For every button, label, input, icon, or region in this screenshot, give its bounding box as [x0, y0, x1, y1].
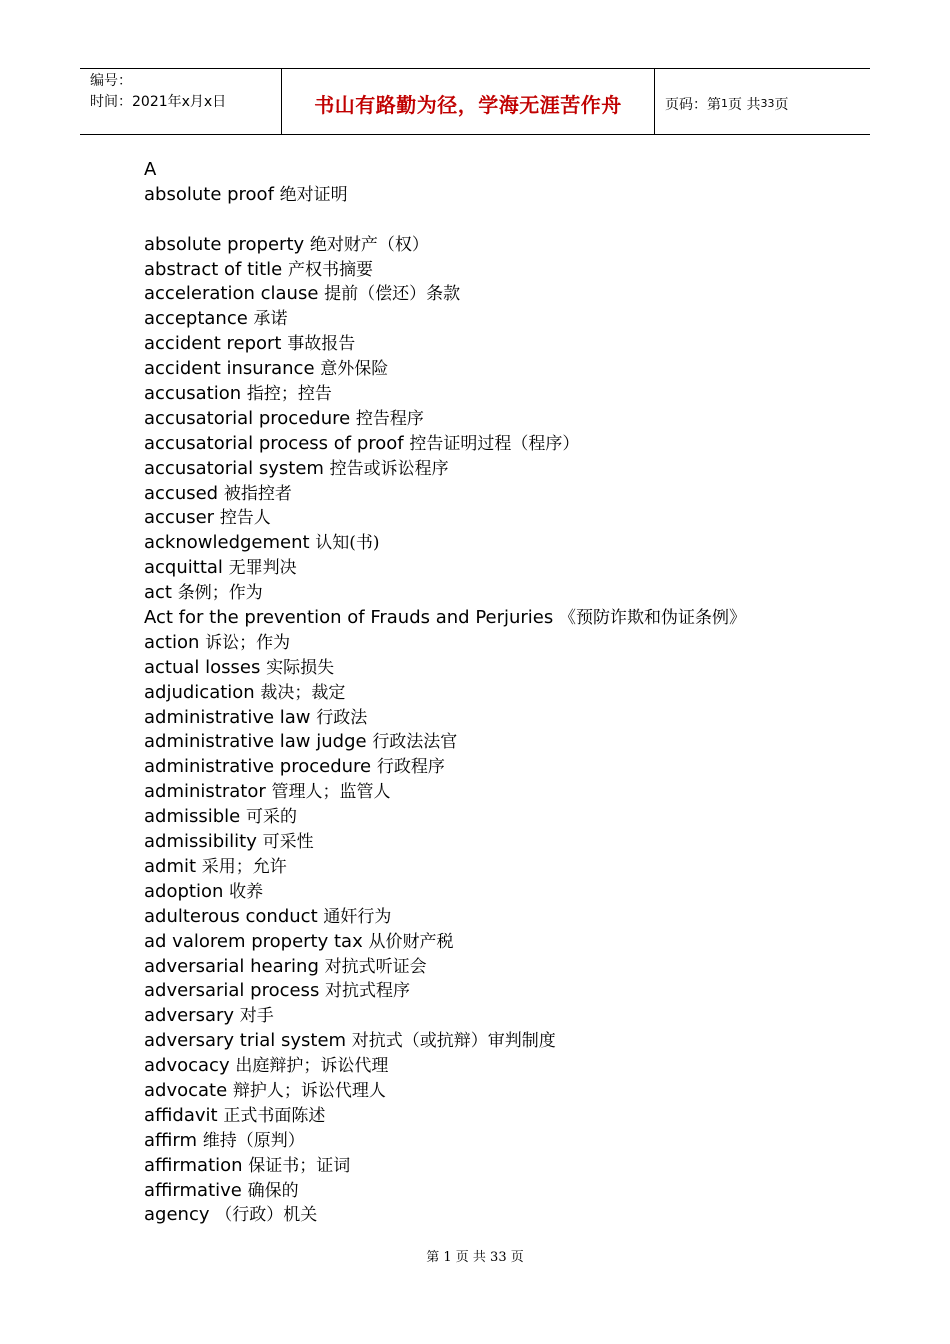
entry-term: affirmation	[144, 1154, 249, 1176]
entry-term: actual losses	[144, 656, 267, 678]
glossary-entry	[144, 382, 844, 407]
entry-translation: 维持（原判）	[202, 1130, 305, 1151]
glossary-entry	[144, 880, 844, 905]
entry-term: absolute proof	[144, 183, 280, 205]
glossary-list	[144, 158, 844, 1228]
glossary-entry	[144, 681, 844, 706]
entry-term: affidavit	[144, 1104, 224, 1126]
entry-term: acceleration clause	[144, 283, 325, 305]
glossary-entry	[144, 855, 844, 880]
entry-translation: 裁决；裁定	[260, 682, 346, 703]
entry-translation: 控告程序	[355, 408, 424, 429]
entry-translation: 被指控者	[223, 483, 292, 504]
entry-term: agency	[144, 1204, 216, 1226]
entry-translation: 绝对财产（权）	[309, 234, 429, 255]
glossary-entry	[144, 506, 844, 531]
entry-translation: 可采性	[262, 832, 314, 853]
entry-translation: 保证书；证词	[248, 1155, 351, 1176]
entry-term: acknowledgement	[144, 532, 316, 554]
entry-translation: 对抗式程序	[325, 981, 411, 1002]
entry-term: advocate	[144, 1079, 233, 1101]
entry-term: ad valorem property tax	[144, 930, 369, 952]
glossary-entry	[144, 780, 844, 805]
entry-term: adversary	[144, 1005, 240, 1027]
page-total: 33	[760, 97, 775, 110]
entry-translation: 对抗式（或抗辩）审判制度	[351, 1031, 556, 1052]
entry-term: accusatorial system	[144, 457, 330, 479]
entry-term: admissible	[144, 806, 246, 828]
entry-term: affirm	[144, 1129, 203, 1151]
glossary-entry	[144, 258, 844, 283]
entry-translation: 控告证明过程（程序）	[409, 433, 580, 454]
glossary-entry	[144, 457, 844, 482]
glossary-entry	[144, 979, 844, 1004]
entry-translation: 认知(书)	[315, 533, 380, 554]
glossary-entry	[144, 407, 844, 432]
glossary-entry	[144, 1203, 844, 1228]
entry-translation: 控告或诉讼程序	[329, 458, 449, 479]
entry-term: absolute property	[144, 233, 310, 255]
entry-term: admissibility	[144, 831, 263, 853]
glossary-entry	[144, 1179, 844, 1204]
entry-term: affirmative	[144, 1179, 248, 1201]
glossary-entry	[144, 307, 844, 332]
entry-translation: 出庭辩护；诉讼代理	[235, 1056, 389, 1077]
entry-term: act	[144, 582, 178, 604]
entry-term: Act for the prevention of Frauds and Perjuries	[144, 607, 559, 629]
entry-translation: 从价财产税	[368, 931, 454, 952]
entry-term: adulterous conduct	[144, 905, 324, 927]
glossary-entry	[144, 183, 844, 208]
page-footer: 第 1 页 共 33 页	[426, 1250, 524, 1265]
glossary-entry	[144, 1104, 844, 1129]
entry-translation: 行政法法官	[372, 732, 458, 753]
entry-translation: 正式书面陈述	[223, 1105, 326, 1126]
entry-translation: 实际损失	[266, 657, 335, 678]
entry-translation: 收养	[229, 881, 264, 902]
glossary-entry	[144, 830, 844, 855]
entry-term: accusation	[144, 383, 247, 405]
entry-term: adversarial process	[144, 980, 326, 1002]
page-end: 页	[774, 96, 789, 113]
entry-term: accusatorial procedure	[144, 407, 356, 429]
entry-term: advocacy	[144, 1055, 236, 1077]
page-header	[80, 68, 870, 135]
glossary-entry	[144, 531, 844, 556]
entry-term: A	[144, 159, 157, 180]
entry-term: administrative law	[144, 706, 317, 728]
entry-translation: 行政法	[316, 707, 368, 728]
entry-term: accusatorial process of proof	[144, 432, 410, 454]
glossary-entry	[144, 730, 844, 755]
entry-term: accuser	[144, 507, 220, 529]
glossary-entry	[144, 432, 844, 457]
entry-term: adversarial hearing	[144, 955, 325, 977]
entry-translation: 提前（偿还）条款	[324, 284, 461, 305]
entry-translation: 指控；控告	[246, 384, 332, 405]
header-motto: 书山有路勤为径，学海无涯苦作舟	[282, 69, 655, 134]
glossary-entry	[144, 606, 844, 631]
entry-term: administrator	[144, 781, 272, 803]
glossary-entry	[144, 233, 844, 258]
glossary-entry	[144, 656, 844, 681]
glossary-entry	[144, 631, 844, 656]
entry-translation: 诉讼；作为	[205, 632, 291, 653]
entry-translation: 产权书摘要	[287, 259, 373, 280]
glossary-entry	[144, 556, 844, 581]
entry-translation: 确保的	[247, 1180, 299, 1201]
page-mid: 页 共	[728, 96, 761, 113]
glossary-entry	[144, 357, 844, 382]
entry-translation: 对抗式听证会	[324, 956, 427, 977]
glossary-entry	[144, 706, 844, 731]
entry-term: admit	[144, 855, 202, 877]
entry-translation: 行政程序	[376, 757, 445, 778]
glossary-entry	[144, 208, 844, 233]
entry-translation: 绝对证明	[279, 184, 348, 205]
glossary-entry	[144, 332, 844, 357]
entry-translation: 对手	[239, 1006, 274, 1027]
entry-translation: 条例；作为	[177, 583, 263, 604]
entry-translation: 《预防诈欺和伪证条例》	[558, 608, 746, 629]
time-label: 时间：2021年x月x日	[90, 94, 227, 110]
glossary-entry	[144, 1004, 844, 1029]
glossary-entry	[144, 1054, 844, 1079]
glossary-entry	[144, 282, 844, 307]
glossary-entry	[144, 482, 844, 507]
entry-translation: 可采的	[245, 807, 297, 828]
entry-translation: 事故报告	[287, 334, 356, 355]
glossary-entry	[144, 1129, 844, 1154]
entry-term: administrative law judge	[144, 731, 373, 753]
entry-term: abstract of title	[144, 258, 288, 280]
entry-translation: 通奸行为	[323, 906, 392, 927]
entry-term: accident insurance	[144, 358, 321, 380]
entry-translation: 无罪判决	[228, 558, 297, 579]
entry-translation: 辩护人；诉讼代理人	[232, 1080, 386, 1101]
glossary-entry	[144, 581, 844, 606]
entry-term: adjudication	[144, 681, 261, 703]
page-label: 页码：第	[665, 96, 721, 113]
number-label: 编号：	[90, 73, 132, 89]
entry-translation: 控告人	[219, 508, 271, 529]
glossary-entry	[144, 755, 844, 780]
entry-translation: （行政）机关	[215, 1205, 318, 1226]
header-page-info	[655, 69, 870, 134]
entry-term: accident report	[144, 333, 288, 355]
glossary-entry	[144, 158, 844, 183]
glossary-entry	[144, 1079, 844, 1104]
glossary-entry	[144, 930, 844, 955]
entry-translation: 采用；允许	[201, 856, 287, 877]
header-meta	[80, 69, 282, 134]
glossary-entry	[144, 955, 844, 980]
entry-term: adversary trial system	[144, 1030, 352, 1052]
entry-term: acquittal	[144, 557, 229, 579]
page-number: 1	[721, 97, 728, 110]
entry-term: adoption	[144, 880, 230, 902]
entry-term: action	[144, 631, 206, 653]
entry-term: administrative procedure	[144, 756, 377, 778]
glossary-entry	[144, 1154, 844, 1179]
entry-translation: 意外保险	[320, 359, 389, 380]
entry-translation: 管理人；监管人	[271, 782, 391, 803]
entry-term: acceptance	[144, 308, 254, 330]
entry-term: accused	[144, 482, 224, 504]
glossary-entry	[144, 1029, 844, 1054]
entry-translation: 承诺	[253, 309, 288, 330]
glossary-entry	[144, 805, 844, 830]
glossary-entry	[144, 905, 844, 930]
